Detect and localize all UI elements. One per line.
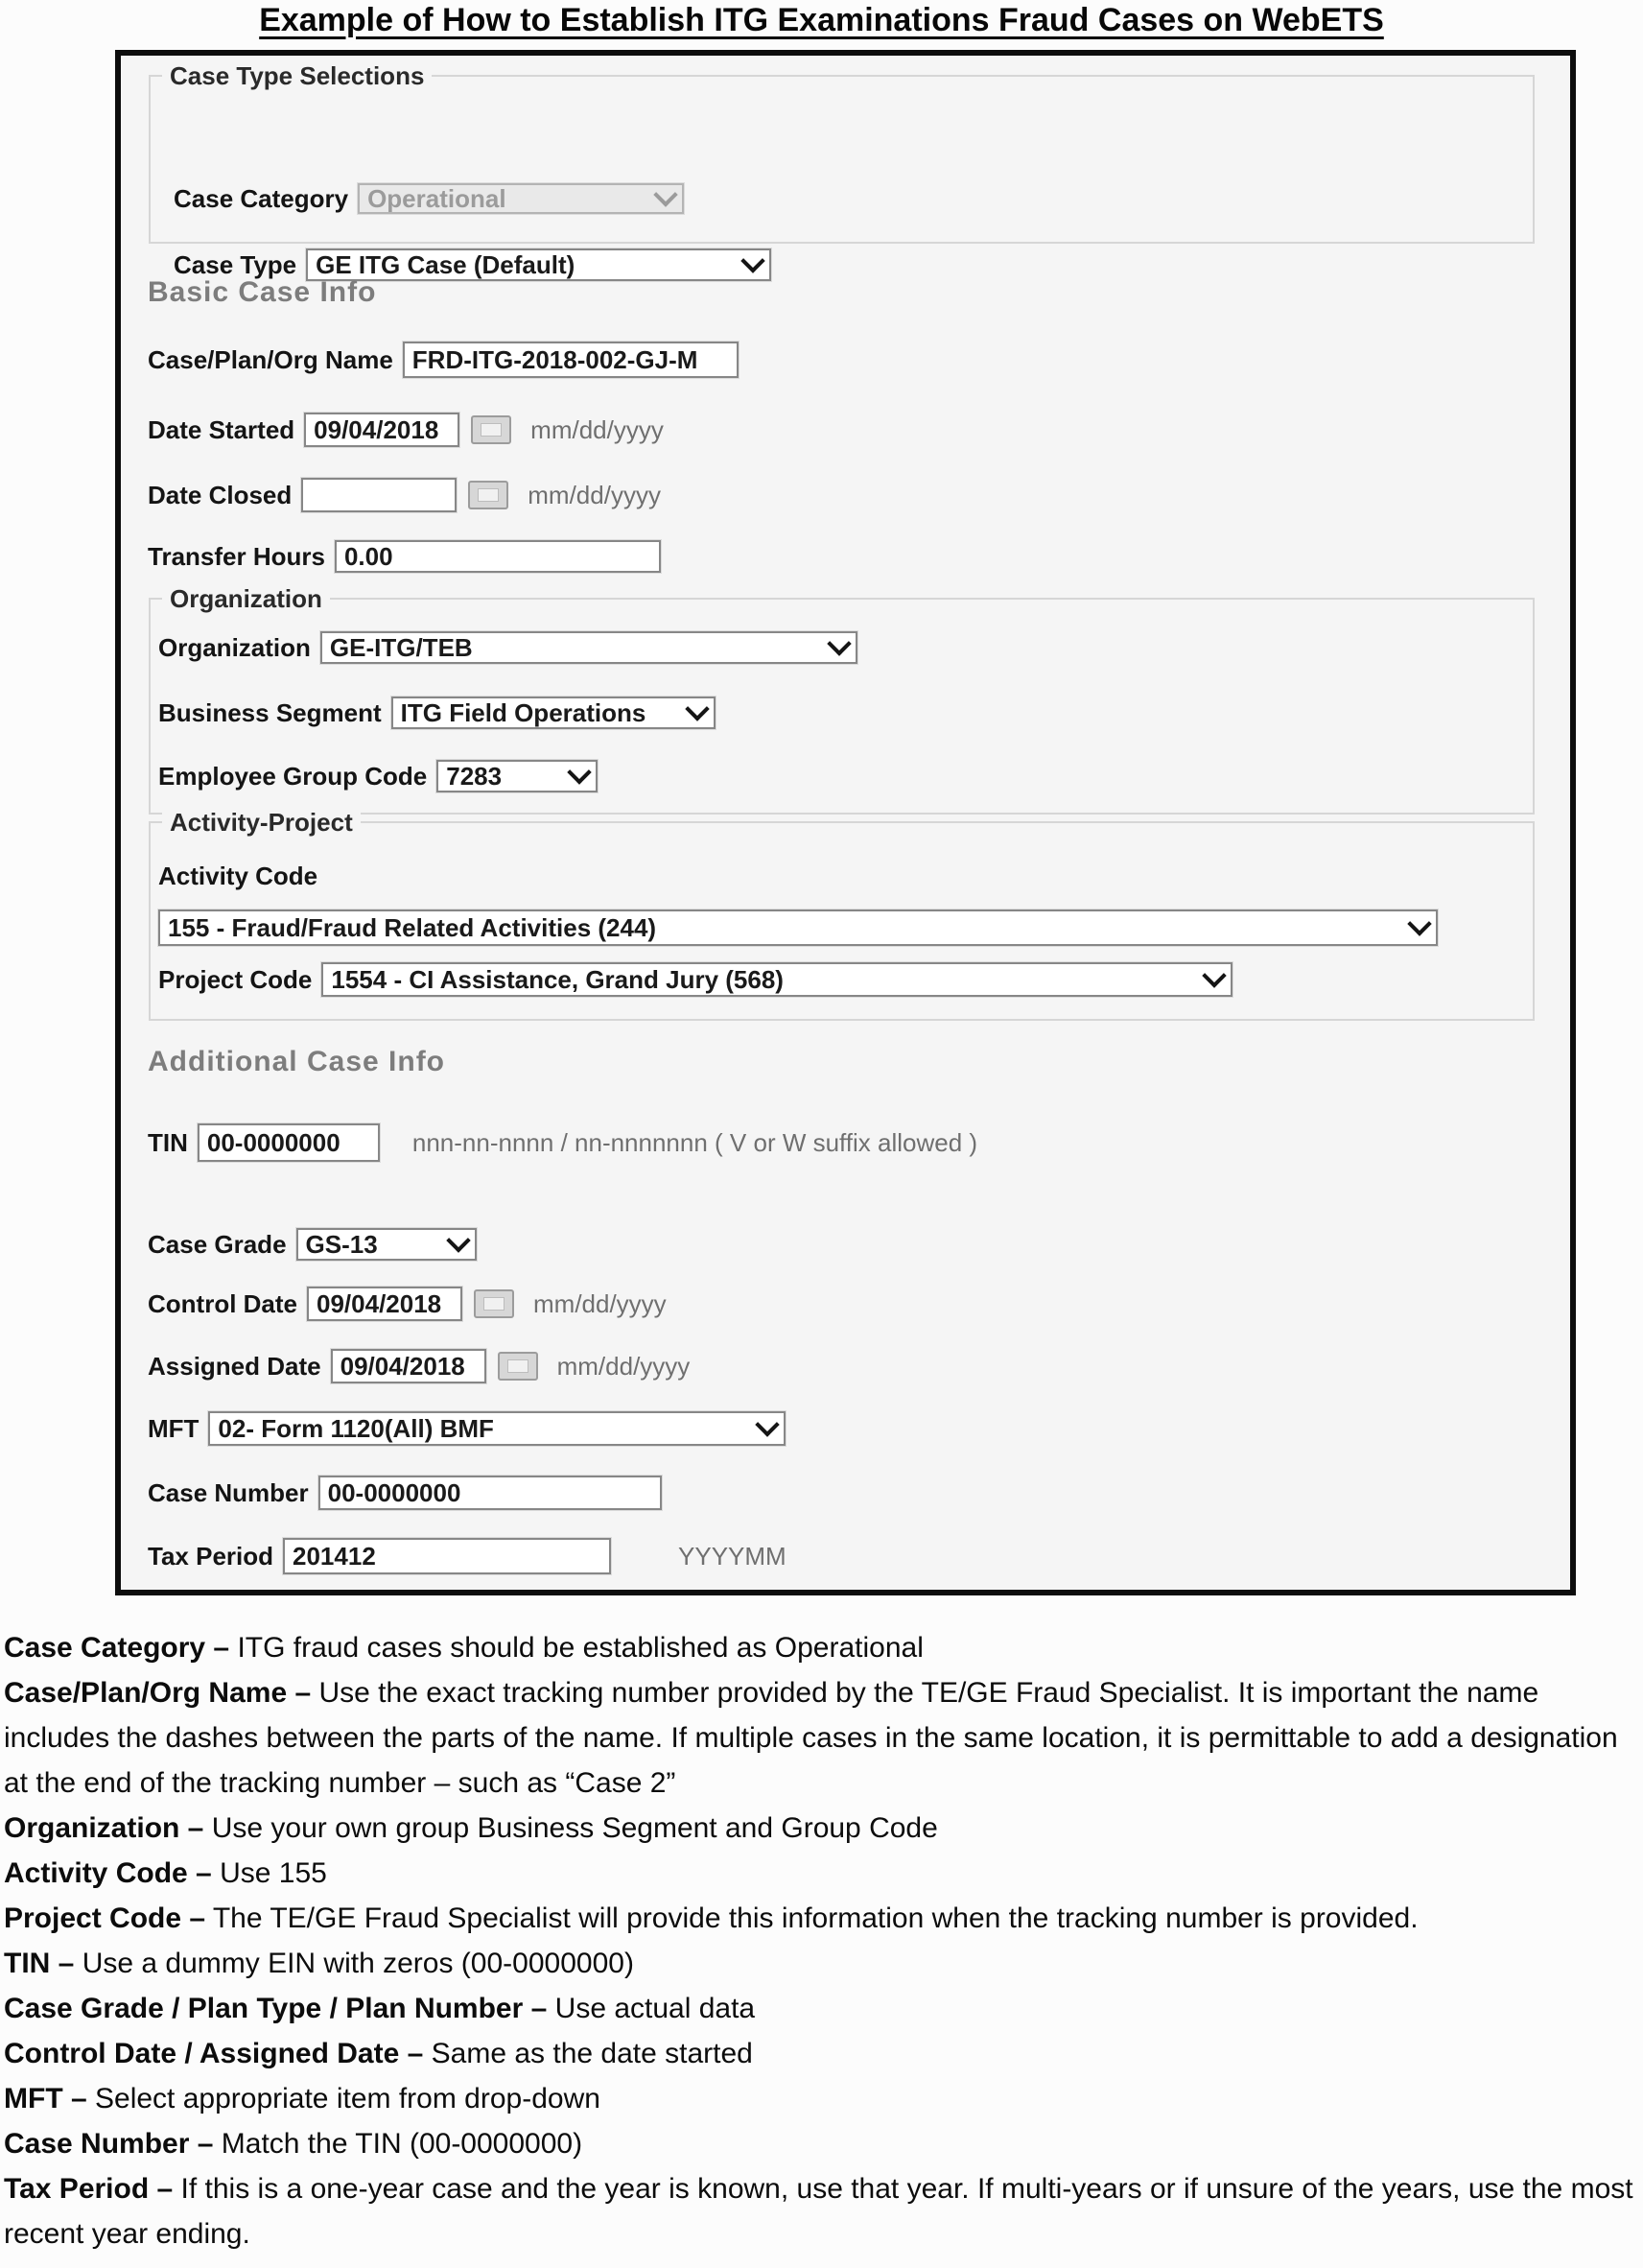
note-case-plan-org-name — [4, 1670, 1641, 1806]
transfer-hours-value: 0.00 — [343, 541, 393, 571]
note-term: Case/Plan/Org Name – — [4, 1677, 312, 1709]
date-started-label: Date Started — [148, 414, 295, 444]
case-plan-org-name-value: FRD-ITG-2018-002-GJ-M — [411, 344, 698, 374]
case-number-label: Case Number — [148, 1477, 309, 1507]
transfer-hours-input[interactable] — [335, 540, 661, 573]
assigned-date-input[interactable] — [331, 1349, 486, 1383]
case-grade-select[interactable] — [296, 1228, 477, 1261]
note-text: Use actual data — [547, 1993, 756, 2024]
organization-select[interactable] — [320, 631, 857, 664]
note-organization — [4, 1806, 1641, 1851]
activity-project-legend: Activity-Project — [162, 808, 361, 838]
tin-label: TIN — [148, 1127, 188, 1157]
case-type-value: GE ITG Case (Default) — [316, 249, 575, 279]
tax-period-value: 201412 — [293, 1541, 376, 1571]
assigned-date-hint: mm/dd/yyyy — [556, 1351, 691, 1381]
note-text: Select appropriate item from drop-down — [86, 2083, 600, 2114]
case-category-value: Operational — [367, 183, 506, 213]
note-text: Use your own group Business Segment and Group Code — [203, 1812, 938, 1844]
activity-code-select[interactable] — [158, 910, 1438, 946]
case-plan-org-name-input[interactable] — [403, 342, 739, 378]
note-term: Control Date / Assigned Date – — [4, 2038, 424, 2069]
date-started-input[interactable] — [304, 413, 459, 447]
chevron-down-icon — [446, 1228, 470, 1252]
organization-label: Organization — [158, 632, 311, 662]
control-date-value: 09/04/2018 — [317, 1288, 442, 1318]
calendar-icon — [481, 423, 502, 437]
chevron-down-icon — [827, 631, 851, 655]
chevron-down-icon — [568, 760, 592, 784]
activity-code-value: 155 - Fraud/Fraud Related Activities (244) — [168, 912, 657, 942]
note-term: Case Grade / Plan Type / Plan Number – — [4, 1993, 548, 2024]
project-code-value: 1554 - CI Assistance, Grand Jury (568) — [331, 964, 784, 994]
note-term: Activity Code – — [4, 1857, 212, 1889]
note-tin — [4, 1941, 1641, 1986]
case-grade-label: Case Grade — [148, 1229, 287, 1259]
chevron-down-icon — [1407, 911, 1431, 935]
chevron-down-icon — [653, 183, 677, 207]
case-number-value: 00-0000000 — [327, 1477, 461, 1507]
chevron-down-icon — [740, 248, 764, 272]
case-category-select[interactable] — [358, 183, 684, 214]
date-picker-button[interactable] — [468, 481, 508, 509]
page-title: Example of How to Establish ITG Examinations Fraud Cases on WebETS — [259, 2, 1384, 38]
date-started-value: 09/04/2018 — [314, 414, 439, 444]
project-code-select[interactable] — [321, 962, 1232, 997]
date-picker-button[interactable] — [471, 415, 511, 444]
note-tax-period — [4, 2166, 1641, 2256]
note-control-assigned-date — [4, 2031, 1641, 2076]
tin-value: 00-0000000 — [206, 1127, 340, 1157]
webets-new-case-form — [115, 50, 1576, 1595]
control-date-label: Control Date — [148, 1288, 297, 1318]
note-text: Use 155 — [211, 1857, 327, 1889]
note-text: Same as the date started — [423, 2038, 753, 2069]
tin-hint: nnn-nn-nnnn / nn-nnnnnnn ( V or W suffix allowed ) — [411, 1127, 978, 1157]
note-case-number — [4, 2121, 1641, 2166]
chevron-down-icon — [756, 1412, 780, 1436]
note-term: Case Number – — [4, 2128, 214, 2160]
business-segment-select[interactable] — [391, 697, 716, 729]
date-closed-input[interactable] — [301, 478, 457, 512]
calendar-icon — [483, 1297, 505, 1311]
employee-group-code-value: 7283 — [446, 761, 503, 791]
note-text: Use a dummy EIN with zeros (00-0000000) — [74, 1948, 634, 1979]
date-closed-label: Date Closed — [148, 480, 293, 509]
chevron-down-icon — [685, 697, 709, 721]
note-text: Use the exact tracking number provided by the TE/GE Fraud Specialist. It is important the name includes the dashes between the parts of the name. If multiple cases in the same location, it is permittable to add a designation at the end of the tracking number – such as “Case 2” — [4, 1677, 1618, 1799]
business-segment-label: Business Segment — [158, 697, 382, 727]
calendar-icon — [507, 1359, 528, 1373]
note-term: MFT – — [4, 2083, 87, 2114]
note-activity-code — [4, 1851, 1641, 1896]
tax-period-label: Tax Period — [148, 1541, 274, 1571]
case-type-label: Case Type — [174, 249, 297, 279]
note-text: The TE/GE Fraud Specialist will provide this information when the tracking number is provided. — [205, 1902, 1419, 1934]
case-number-input[interactable] — [318, 1476, 662, 1510]
assigned-date-value: 09/04/2018 — [340, 1351, 465, 1381]
case-type-selections-legend: Case Type Selections — [162, 61, 432, 91]
note-term: Tax Period – — [4, 2173, 174, 2205]
mft-label: MFT — [148, 1413, 200, 1443]
basic-case-info-header: Basic Case Info — [148, 276, 377, 308]
organization-legend: Organization — [162, 584, 330, 614]
note-mft — [4, 2076, 1641, 2121]
assigned-date-label: Assigned Date — [148, 1351, 321, 1381]
mft-select[interactable] — [208, 1411, 786, 1446]
tin-input[interactable] — [198, 1123, 380, 1162]
instruction-notes — [4, 1625, 1641, 2256]
note-case-grade — [4, 1986, 1641, 2031]
note-term: TIN – — [4, 1948, 75, 1979]
activity-code-label: Activity Code — [158, 862, 318, 890]
calendar-icon — [478, 488, 499, 502]
date-started-hint: mm/dd/yyyy — [530, 414, 664, 444]
note-text: If this is a one-year case and the year is known, use that year. If multi-years or if unsure of the years, use the most recent year ending. — [4, 2173, 1633, 2250]
control-date-hint: mm/dd/yyyy — [533, 1288, 667, 1318]
note-case-category — [4, 1625, 1641, 1670]
tax-period-hint: YYYYMM — [678, 1541, 786, 1571]
note-text: Match the TIN (00-0000000) — [213, 2128, 583, 2160]
date-picker-button[interactable] — [474, 1289, 514, 1318]
case-plan-org-name-label: Case/Plan/Org Name — [148, 344, 393, 374]
employee-group-code-label: Employee Group Code — [158, 761, 428, 791]
note-term: Organization – — [4, 1812, 204, 1844]
case-grade-value: GS-13 — [305, 1229, 378, 1259]
chevron-down-icon — [1203, 963, 1227, 987]
case-type-selections-fieldset — [149, 61, 1535, 244]
note-term: Project Code – — [4, 1902, 206, 1934]
case-category-label: Case Category — [174, 183, 349, 213]
date-picker-button[interactable] — [498, 1352, 538, 1381]
date-closed-hint: mm/dd/yyyy — [528, 480, 661, 509]
business-segment-value: ITG Field Operations — [400, 697, 646, 727]
note-term: Case Category – — [4, 1632, 230, 1664]
additional-case-info-header: Additional Case Info — [148, 1046, 446, 1077]
control-date-input[interactable] — [307, 1287, 462, 1321]
transfer-hours-label: Transfer Hours — [148, 541, 325, 571]
mft-value: 02- Form 1120(All) BMF — [218, 1413, 494, 1443]
organization-value: GE-ITG/TEB — [329, 632, 473, 662]
tax-period-input[interactable] — [283, 1538, 611, 1574]
employee-group-code-select[interactable] — [436, 760, 598, 792]
note-project-code — [4, 1896, 1641, 1941]
note-text: ITG fraud cases should be established as Operational — [229, 1632, 924, 1664]
project-code-label: Project Code — [158, 964, 313, 994]
